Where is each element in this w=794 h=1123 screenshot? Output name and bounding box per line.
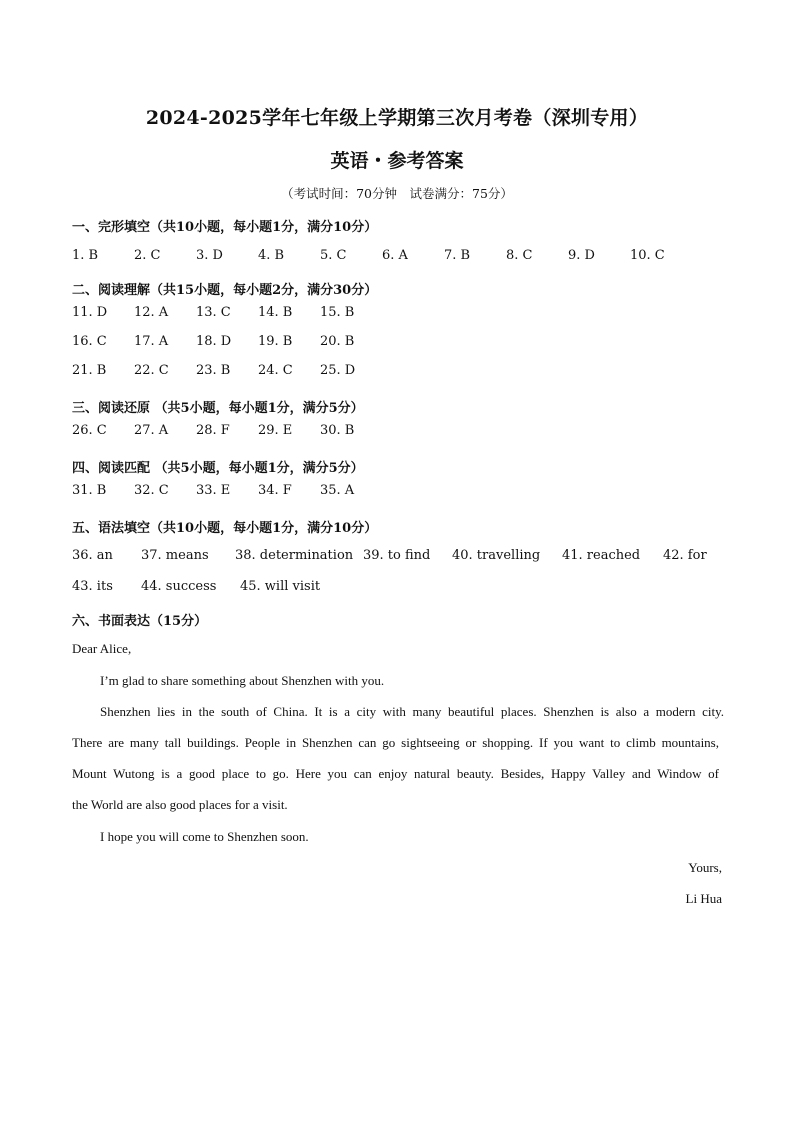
page-subtitle: 英语・参考答案: [330, 150, 464, 172]
answer-item: 8. C: [506, 248, 533, 263]
answer-item: 43. its: [72, 579, 113, 594]
essay-paragraph: I’m glad to share something about Shenzhen with you.: [100, 673, 385, 688]
answer-item: 28. F: [196, 423, 230, 438]
answer-item: 44. success: [141, 579, 217, 594]
section-heading-grammar: 五、语法填空（共10小题，每小题1分，满分10分）: [72, 521, 378, 536]
answer-item: 36. an: [72, 548, 113, 563]
answer-item: 14. B: [258, 305, 293, 320]
answer-item: 25. D: [320, 363, 356, 378]
essay-greeting: Dear Alice,: [72, 641, 132, 656]
section-heading-cloze: 一、完形填空（共10小题，每小题1分，满分10分）: [72, 220, 378, 235]
answer-item: 39. to find: [363, 548, 431, 563]
answer-item: 22. C: [134, 363, 169, 378]
answer-item: 42. for: [663, 548, 707, 563]
answers-reading-row: [72, 305, 382, 320]
answer-item: 20. B: [320, 334, 355, 349]
answer-item: 45. will visit: [240, 579, 321, 594]
answer-item: 41. reached: [562, 548, 641, 563]
essay-paragraph-line: There are many tall buildings. People in Shenzhen can go sightseeing or shopping. If you want to climb mountains,: [72, 735, 719, 750]
answer-item: 29. E: [258, 423, 293, 438]
essay-paragraph-line: Mount Wutong is a good place to go. Here you can enjoy natural beauty. Besides, Happy Valley and Window of: [72, 766, 719, 781]
answer-item: 15. B: [320, 305, 355, 320]
answer-item: 6. A: [382, 248, 408, 263]
answers-restore: [72, 423, 382, 438]
answer-item: 13. C: [196, 305, 231, 320]
essay-closing: Yours,: [688, 860, 722, 875]
answer-item: 5. C: [320, 248, 347, 263]
answer-item: 12. A: [134, 305, 169, 320]
section-heading-restore: 三、阅读还原 （共5小题，每小题1分，满分5分）: [72, 401, 364, 416]
answers-grammar-row: [72, 548, 707, 563]
answer-item: 34. F: [258, 483, 292, 498]
answer-item: 40. travelling: [452, 548, 541, 563]
answer-item: 4. B: [258, 248, 285, 263]
answer-item: 17. A: [134, 334, 169, 349]
answer-item: 7. B: [444, 248, 471, 263]
answer-item: 27. A: [134, 423, 169, 438]
answer-item: 38. determination: [235, 548, 354, 563]
answer-item: 10. C: [630, 248, 665, 263]
answer-item: 16. C: [72, 334, 107, 349]
answers-reading-row: [72, 363, 382, 378]
answer-item: 37. means: [141, 548, 209, 563]
essay-paragraph-line: the World are also good places for a visit.: [72, 797, 288, 812]
section-heading-writing: 六、书面表达（15分）: [72, 614, 208, 629]
answer-item: 19. B: [258, 334, 293, 349]
answers-matching: [72, 483, 382, 498]
answer-item: 1. B: [72, 248, 99, 263]
answer-item: 2. C: [134, 248, 161, 263]
answers-grammar-row: [72, 579, 320, 594]
essay-paragraph-line: Shenzhen lies in the south of China. It is a city with many beautiful places. Shenzhen is also a modern city.: [100, 704, 724, 719]
exam-meta: （考试时间：70分钟 试卷满分：75分）: [281, 186, 513, 201]
section-heading-matching: 四、阅读匹配 （共5小题，每小题1分，满分5分）: [72, 461, 364, 476]
answer-item: 31. B: [72, 483, 107, 498]
answer-item: 23. B: [196, 363, 231, 378]
answer-item: 35. A: [320, 483, 355, 498]
answer-item: 21. B: [72, 363, 107, 378]
answer-item: 26. C: [72, 423, 107, 438]
answers-cloze: [72, 248, 692, 263]
answer-item: 33. E: [196, 483, 231, 498]
section-heading-reading: 二、阅读理解（共15小题，每小题2分，满分30分）: [72, 283, 378, 298]
answer-item: 32. C: [134, 483, 169, 498]
answer-item: 24. C: [258, 363, 293, 378]
answers-reading-row: [72, 334, 382, 349]
answer-item: 3. D: [196, 248, 223, 263]
answer-item: 18. D: [196, 334, 232, 349]
answer-item: 30. B: [320, 423, 355, 438]
answer-item: 9. D: [568, 248, 595, 263]
essay-paragraph: I hope you will come to Shenzhen soon.: [100, 829, 309, 844]
answer-item: 11. D: [72, 305, 108, 320]
essay-signature: Li Hua: [685, 891, 722, 906]
page-title: 2024-2025学年七年级上学期第三次月考卷（深圳专用）: [145, 107, 649, 129]
